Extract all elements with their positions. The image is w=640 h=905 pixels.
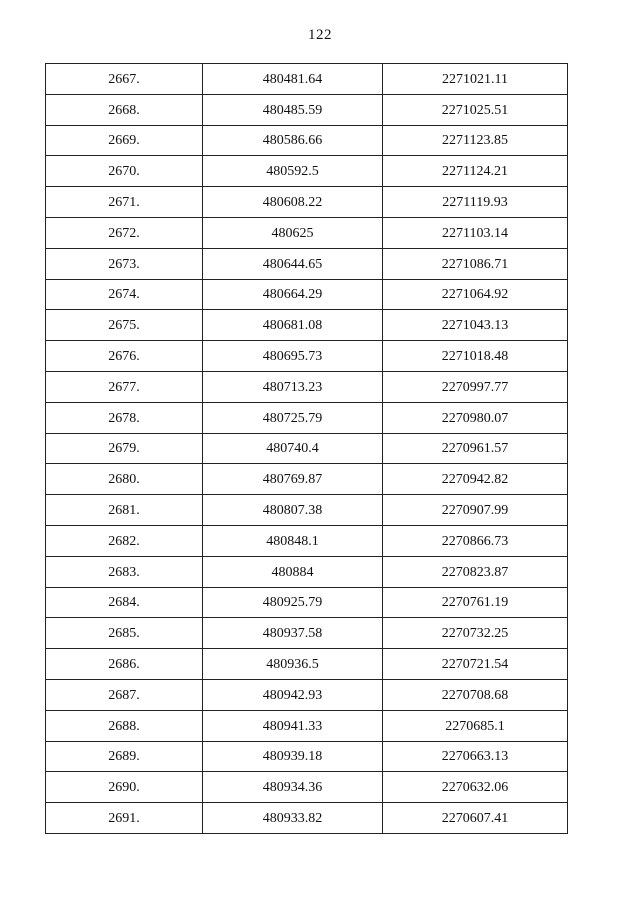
x-coordinate-cell-text: 480807.38 <box>262 503 323 519</box>
point-number-cell-text: 2673. <box>108 256 140 272</box>
x-coordinate-cell-text: 480848.1 <box>266 533 319 549</box>
table-row <box>46 279 568 310</box>
point-number-cell <box>46 341 203 372</box>
table-row <box>46 741 568 772</box>
x-coordinate-cell-text: 480644.65 <box>262 256 323 272</box>
x-coordinate-cell-text: 480941.33 <box>262 718 323 734</box>
y-coordinate-cell-text: 2270721.54 <box>441 657 509 673</box>
point-number-cell-text: 2688. <box>108 718 140 734</box>
table-row <box>46 217 568 248</box>
x-coordinate-cell <box>203 618 383 649</box>
x-coordinate-cell-text: 480925.79 <box>262 595 323 611</box>
x-coordinate-cell-text: 480939.18 <box>262 749 323 765</box>
y-coordinate-cell-text: 2271064.92 <box>441 287 509 303</box>
point-number-cell <box>46 187 203 218</box>
point-number-cell-text: 2686. <box>108 657 140 673</box>
y-coordinate-cell <box>383 649 568 680</box>
y-coordinate-cell <box>383 556 568 587</box>
table-row <box>46 710 568 741</box>
y-coordinate-cell-text: 2270761.19 <box>441 595 509 611</box>
point-number-cell-text: 2667. <box>108 71 140 87</box>
y-coordinate-cell <box>383 187 568 218</box>
point-number-cell-text: 2681. <box>108 503 140 519</box>
point-number-cell <box>46 587 203 618</box>
point-number-cell-text: 2678. <box>108 410 140 426</box>
x-coordinate-cell-text: 480740.4 <box>266 441 319 457</box>
x-coordinate-cell-text: 480485.59 <box>262 102 323 118</box>
table-row <box>46 187 568 218</box>
y-coordinate-cell-text: 2270823.87 <box>441 564 509 580</box>
point-number-cell <box>46 279 203 310</box>
x-coordinate-cell <box>203 495 383 526</box>
x-coordinate-cell <box>203 556 383 587</box>
page-number: 122 <box>308 27 332 43</box>
point-number-cell <box>46 156 203 187</box>
y-coordinate-cell <box>383 94 568 125</box>
coordinates-table-body <box>46 64 568 834</box>
y-coordinate-cell <box>383 741 568 772</box>
y-coordinate-cell <box>383 156 568 187</box>
x-coordinate-cell <box>203 187 383 218</box>
table-row <box>46 341 568 372</box>
y-coordinate-cell-text: 2270997.77 <box>441 379 509 395</box>
table-row <box>46 310 568 341</box>
y-coordinate-cell <box>383 525 568 556</box>
x-coordinate-cell <box>203 803 383 834</box>
x-coordinate-cell-text: 480608.22 <box>262 195 323 211</box>
table-row <box>46 679 568 710</box>
point-number-cell-text: 2684. <box>108 595 140 611</box>
point-number-cell-text: 2680. <box>108 472 140 488</box>
table-row <box>46 371 568 402</box>
point-number-cell <box>46 710 203 741</box>
x-coordinate-cell-text: 480586.66 <box>262 133 323 149</box>
table-row <box>46 402 568 433</box>
table-row <box>46 525 568 556</box>
y-coordinate-cell <box>383 803 568 834</box>
table-row <box>46 772 568 803</box>
y-coordinate-cell <box>383 371 568 402</box>
x-coordinate-cell <box>203 156 383 187</box>
y-coordinate-cell-text: 2270607.41 <box>441 811 509 827</box>
x-coordinate-cell <box>203 310 383 341</box>
x-coordinate-cell-text: 480681.08 <box>262 318 323 334</box>
x-coordinate-cell-text: 480769.87 <box>262 472 323 488</box>
x-coordinate-cell <box>203 587 383 618</box>
y-coordinate-cell-text: 2270632.06 <box>441 780 509 796</box>
y-coordinate-cell-text: 2270961.57 <box>441 441 509 457</box>
point-number-cell <box>46 495 203 526</box>
x-coordinate-cell <box>203 433 383 464</box>
y-coordinate-cell-text: 2270980.07 <box>441 410 509 426</box>
x-coordinate-cell-text: 480695.73 <box>262 349 323 365</box>
point-number-cell-text: 2687. <box>108 687 140 703</box>
point-number-cell-text: 2677. <box>108 379 140 395</box>
x-coordinate-cell <box>203 125 383 156</box>
point-number-cell-text: 2682. <box>108 533 140 549</box>
table-row <box>46 248 568 279</box>
x-coordinate-cell-text: 480934.36 <box>262 780 323 796</box>
x-coordinate-cell-text: 480884 <box>271 564 314 580</box>
y-coordinate-cell-text: 2270732.25 <box>441 626 509 642</box>
x-coordinate-cell <box>203 248 383 279</box>
point-number-cell-text: 2669. <box>108 133 140 149</box>
point-number-cell <box>46 525 203 556</box>
point-number-cell-text: 2670. <box>108 164 140 180</box>
y-coordinate-cell <box>383 464 568 495</box>
y-coordinate-cell <box>383 279 568 310</box>
x-coordinate-cell-text: 480942.93 <box>262 687 323 703</box>
point-number-cell <box>46 248 203 279</box>
y-coordinate-cell-text: 2271043.13 <box>441 318 509 334</box>
x-coordinate-cell-text: 480725.79 <box>262 410 323 426</box>
y-coordinate-cell <box>383 679 568 710</box>
y-coordinate-cell-text: 2271119.93 <box>442 195 508 211</box>
point-number-cell <box>46 464 203 495</box>
y-coordinate-cell-text: 2270942.82 <box>441 472 509 488</box>
x-coordinate-cell-text: 480481.64 <box>262 71 323 87</box>
point-number-cell <box>46 556 203 587</box>
point-number-cell <box>46 94 203 125</box>
y-coordinate-cell <box>383 310 568 341</box>
y-coordinate-cell <box>383 710 568 741</box>
x-coordinate-cell <box>203 217 383 248</box>
y-coordinate-cell-text: 2271021.11 <box>442 71 508 87</box>
y-coordinate-cell-text: 2271123.85 <box>442 133 508 149</box>
point-number-cell-text: 2674. <box>108 287 140 303</box>
point-number-cell <box>46 402 203 433</box>
x-coordinate-cell-text: 480664.29 <box>262 287 323 303</box>
point-number-cell <box>46 371 203 402</box>
y-coordinate-cell-text: 2270708.68 <box>441 687 509 703</box>
table-row <box>46 156 568 187</box>
x-coordinate-cell <box>203 649 383 680</box>
table-row <box>46 495 568 526</box>
y-coordinate-cell <box>383 217 568 248</box>
x-coordinate-cell <box>203 64 383 95</box>
x-coordinate-cell <box>203 710 383 741</box>
x-coordinate-cell <box>203 464 383 495</box>
point-number-cell <box>46 125 203 156</box>
point-number-cell <box>46 649 203 680</box>
point-number-cell-text: 2683. <box>108 564 140 580</box>
y-coordinate-cell <box>383 341 568 372</box>
point-number-cell <box>46 679 203 710</box>
table-row <box>46 64 568 95</box>
point-number-cell-text: 2689. <box>108 749 140 765</box>
point-number-cell-text: 2672. <box>108 225 140 241</box>
y-coordinate-cell <box>383 587 568 618</box>
y-coordinate-cell-text: 2271025.51 <box>441 102 509 118</box>
point-number-cell-text: 2685. <box>108 626 140 642</box>
x-coordinate-cell <box>203 371 383 402</box>
table-row <box>46 803 568 834</box>
x-coordinate-cell-text: 480713.23 <box>262 379 323 395</box>
x-coordinate-cell <box>203 402 383 433</box>
x-coordinate-cell-text: 480625 <box>271 225 314 241</box>
y-coordinate-cell-text: 2271086.71 <box>441 256 509 272</box>
point-number-cell <box>46 433 203 464</box>
y-coordinate-cell <box>383 495 568 526</box>
point-number-cell-text: 2679. <box>108 441 140 457</box>
y-coordinate-cell-text: 2271018.48 <box>441 349 509 365</box>
coordinates-table <box>45 63 568 834</box>
point-number-cell-text: 2690. <box>108 780 140 796</box>
point-number-cell <box>46 741 203 772</box>
point-number-cell-text: 2675. <box>108 318 140 334</box>
x-coordinate-cell <box>203 679 383 710</box>
point-number-cell <box>46 618 203 649</box>
x-coordinate-cell <box>203 94 383 125</box>
x-coordinate-cell <box>203 741 383 772</box>
point-number-cell <box>46 310 203 341</box>
point-number-cell-text: 2671. <box>108 195 140 211</box>
y-coordinate-cell <box>383 64 568 95</box>
point-number-cell-text: 2691. <box>108 811 140 827</box>
table-row <box>46 587 568 618</box>
point-number-cell-text: 2668. <box>108 102 140 118</box>
table-row <box>46 433 568 464</box>
x-coordinate-cell <box>203 279 383 310</box>
x-coordinate-cell <box>203 341 383 372</box>
table-row <box>46 556 568 587</box>
table-row <box>46 94 568 125</box>
point-number-cell <box>46 803 203 834</box>
y-coordinate-cell <box>383 248 568 279</box>
table-row <box>46 618 568 649</box>
x-coordinate-cell-text: 480936.5 <box>266 657 319 673</box>
point-number-cell <box>46 64 203 95</box>
y-coordinate-cell-text: 2271124.21 <box>442 164 508 180</box>
x-coordinate-cell <box>203 525 383 556</box>
x-coordinate-cell-text: 480937.58 <box>262 626 323 642</box>
point-number-cell-text: 2676. <box>108 349 140 365</box>
table-row <box>46 125 568 156</box>
y-coordinate-cell <box>383 125 568 156</box>
y-coordinate-cell <box>383 433 568 464</box>
x-coordinate-cell <box>203 772 383 803</box>
point-number-cell <box>46 772 203 803</box>
y-coordinate-cell <box>383 772 568 803</box>
x-coordinate-cell-text: 480592.5 <box>266 164 319 180</box>
point-number-cell <box>46 217 203 248</box>
y-coordinate-cell-text: 2270663.13 <box>441 749 509 765</box>
y-coordinate-cell-text: 2271103.14 <box>442 225 508 241</box>
y-coordinate-cell-text: 2270907.99 <box>441 503 509 519</box>
y-coordinate-cell <box>383 402 568 433</box>
y-coordinate-cell <box>383 618 568 649</box>
x-coordinate-cell-text: 480933.82 <box>262 811 323 827</box>
y-coordinate-cell-text: 2270685.1 <box>445 718 505 734</box>
y-coordinate-cell-text: 2270866.73 <box>441 533 509 549</box>
table-row <box>46 464 568 495</box>
table-row <box>46 649 568 680</box>
